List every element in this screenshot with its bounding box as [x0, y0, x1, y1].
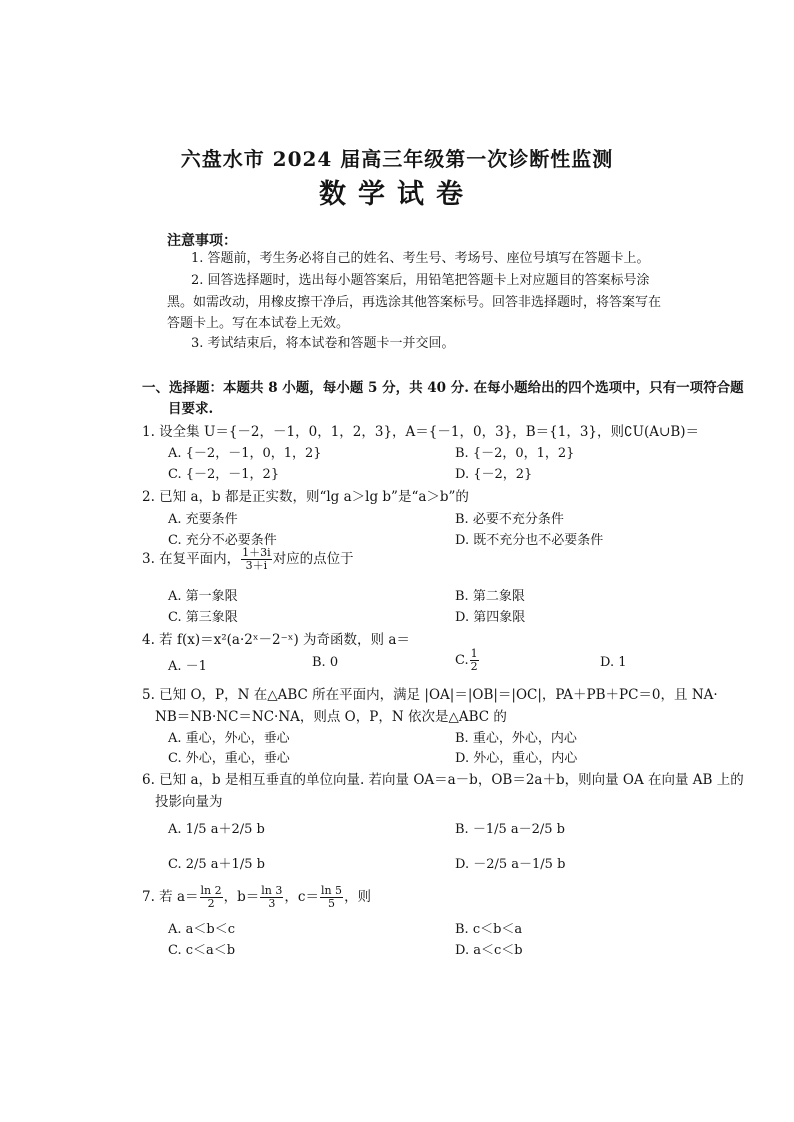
- notice-item-2-line1: 2. 回答选择题时，选出每小题答案后，用铅笔把答题卡上对应题目的答案标号涂: [191, 273, 650, 288]
- q7-stem-post: ，则: [344, 889, 372, 905]
- q2-stem: 2. 已知 a，b 都是正实数，则“lg a＞lg b”是“a＞b”的: [142, 489, 469, 505]
- q6-option-c: C. 2/5 a＋1/5 b: [168, 857, 265, 872]
- q3-stem-post: 对应的点位于: [272, 551, 354, 567]
- q7-option-d: D. a＜c＜b: [455, 943, 523, 958]
- exam-title-main: 数学试卷: [319, 179, 475, 210]
- q4-option-b: B. 0: [312, 655, 339, 670]
- q4-option-c-fraction: [470, 648, 479, 673]
- q2-option-c: C. 充分不必要条件: [168, 533, 277, 548]
- q6-option-b: B. －1/5 a－2/5 b: [455, 822, 565, 837]
- notice-heading: 注意事项：: [167, 233, 237, 249]
- q4-option-d: D. 1: [600, 655, 627, 670]
- q4-c-num: 1: [470, 647, 478, 660]
- q5-stem-line1: 5. 已知 O，P，N 在△ABC 所在平面内，满足 |OA|＝|OB|＝|OC|，PA＋PB＋PC＝0，且 NA·: [142, 687, 718, 703]
- q7-b-pre: ，b＝: [223, 889, 260, 905]
- q3-fraction: [241, 547, 272, 572]
- q2-option-d: D. 既不充分也不必要条件: [455, 533, 604, 548]
- q4-option-c: [455, 648, 480, 673]
- q4-c-den: 2: [470, 660, 478, 673]
- q3-frac-num: 1＋3i: [242, 546, 271, 559]
- q7-option-a: A. a＜b＜c: [168, 922, 236, 937]
- q5-option-c: C. 外心，重心，垂心: [168, 751, 290, 766]
- q7-c-num: ln 5: [320, 884, 343, 897]
- q7-c-den: 5: [328, 897, 335, 910]
- q7-stem-pre: 7. 若 a＝: [142, 889, 199, 905]
- q7-stem: [142, 885, 371, 910]
- q5-option-a: A. 重心，外心，垂心: [168, 731, 290, 746]
- q7-c-pre: ，c＝: [284, 889, 319, 905]
- q3-option-b: B. 第二象限: [455, 589, 525, 604]
- q4-option-a: A. －1: [168, 659, 207, 674]
- q7-b-den: 3: [268, 897, 276, 910]
- q1-option-c: C. {－2，－1，2}: [168, 467, 280, 482]
- q5-option-d: D. 外心，重心，内心: [455, 751, 578, 766]
- q3-option-a: A. 第一象限: [168, 589, 238, 604]
- q6-option-a: A. 1/5 a＋2/5 b: [168, 822, 265, 837]
- q1-stem: 1. 设全集 U＝{－2，－1，0，1，2，3}，A＝{－1，0，3}，B＝{1，3}，则∁U(A∪B)＝: [142, 424, 700, 440]
- q7-frac-b: [260, 885, 283, 910]
- q1-option-a: A. {－2，－1，0，1，2}: [168, 446, 322, 461]
- notice-item-3: 3. 考试结束后，将本试卷和答题卡一并交回。: [191, 336, 455, 351]
- section-heading-line1: 一、选择题：本题共 8 小题，每小题 5 分，共 40 分. 在每小题给出的四个选项中，只有一项符合题: [142, 380, 744, 396]
- q7-a-den: 2: [207, 897, 215, 910]
- q3-frac-den: 3＋i: [245, 559, 268, 572]
- q6-stem-line2: 投影向量为: [155, 794, 223, 810]
- q1-option-d: D. {－2，2}: [455, 467, 533, 482]
- q7-frac-c: [320, 885, 343, 910]
- q2-option-a: A. 充要条件: [168, 512, 238, 527]
- notice-item-1: 1. 答题前，考生务必将自己的姓名、考生号、考场号、座位号填写在答题卡上。: [191, 251, 650, 266]
- notice-item-2-line2: 黑。如需改动，用橡皮擦干净后，再选涂其他答案标号。回答非选择题时，将答案写在: [167, 295, 662, 310]
- q4-stem: 4. 若 f(x)＝x²(a·2ˣ－2⁻ˣ) 为奇函数，则 a＝: [142, 632, 410, 648]
- q7-option-b: B. c＜b＜a: [455, 922, 523, 937]
- section-heading-line2: 目要求.: [168, 401, 214, 417]
- q5-option-b: B. 重心，外心，内心: [455, 731, 577, 746]
- q3-stem-pre: 3. 在复平面内，: [142, 551, 241, 567]
- q2-option-b: B. 必要不充分条件: [455, 512, 564, 527]
- q7-b-num: ln 3: [261, 884, 283, 897]
- q3-option-d: D. 第四象限: [455, 610, 526, 625]
- q6-stem-line1: 6. 已知 a，b 是相互垂直的单位向量. 若向量 OA＝a－b，OB＝2a＋b，则向量 OA 在向量 AB 上的: [142, 772, 744, 788]
- q7-a-num: ln 2: [200, 884, 222, 897]
- q6-option-d: D. －2/5 a－1/5 b: [455, 857, 566, 872]
- notice-item-2-line3: 答题卡上。写在本试卷上无效。: [167, 316, 350, 331]
- exam-title-line1: 六盘水市 2024 届高三年级第一次诊断性监测: [180, 147, 614, 171]
- q7-option-c: C. c＜a＜b: [168, 943, 236, 958]
- q3-option-c: C. 第三象限: [168, 610, 238, 625]
- q1-option-b: B. {－2，0，1，2}: [455, 446, 575, 461]
- q7-frac-a: [200, 885, 223, 910]
- q4-option-c-label: C.: [455, 653, 469, 668]
- q5-stem-line2: NB＝NB·NC＝NC·NA，则点 O，P，N 依次是△ABC 的: [155, 709, 507, 725]
- q3-stem: [142, 547, 354, 572]
